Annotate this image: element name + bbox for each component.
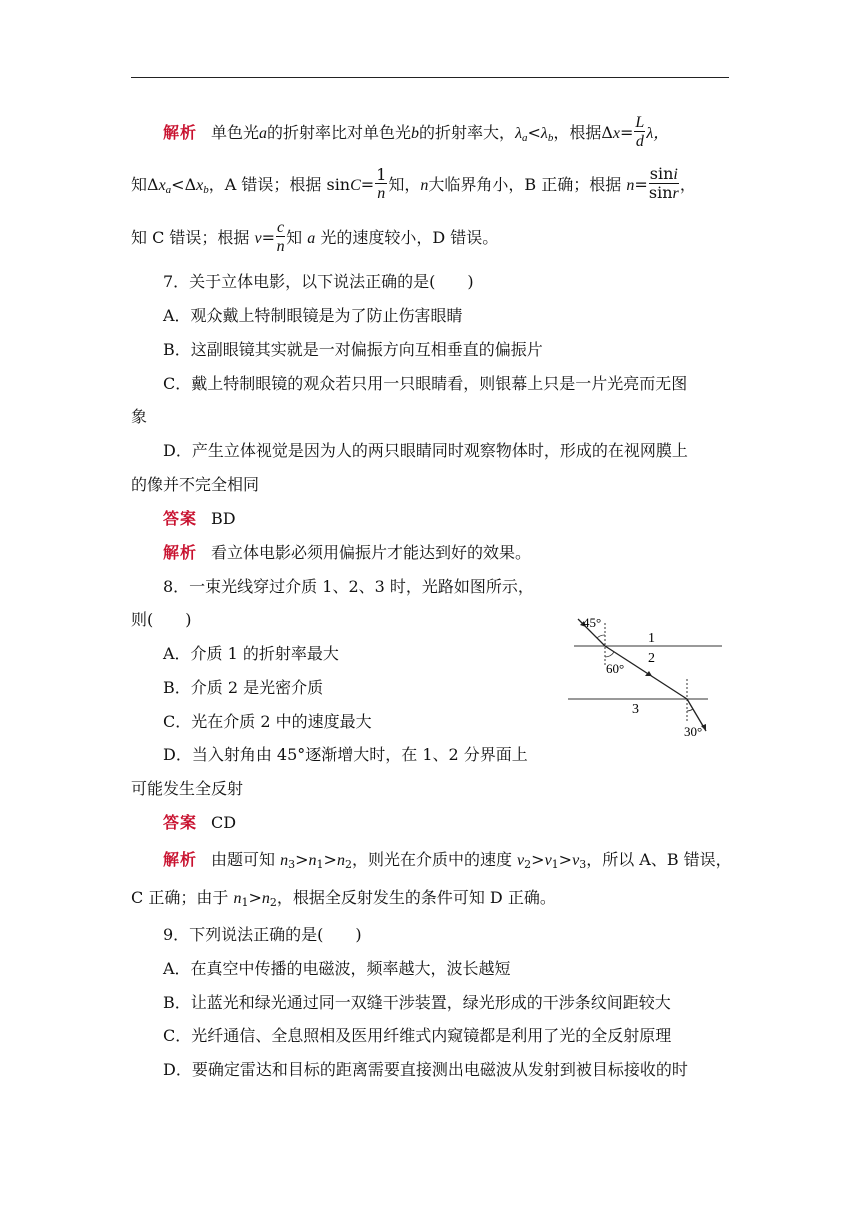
q8-option-d: D．当入射角由 45°逐渐增大时，在 1、2 分界面上: [163, 745, 528, 764]
fraction-c-over-n: $\frac{c}{n}$: [276, 219, 285, 255]
answer-label: 答案: [163, 509, 198, 528]
analysis-label: 解析: [163, 543, 198, 562]
angle-arc-30: [687, 709, 693, 711]
q6-analysis-line-3: 知 C 错误；根据 v= $\frac{c}{n}$ 知 a 光的速度较小，D 错误。: [131, 219, 499, 255]
q8-option-b: B．介质 2 是光密介质: [163, 678, 324, 697]
answer-value: BD: [211, 509, 236, 528]
angle-label-60: 60°: [606, 661, 625, 676]
q7-option-c-cont: 象: [131, 407, 148, 426]
q7-answer: [163, 508, 763, 530]
angle-arc-60: [605, 652, 614, 657]
light-path-diagram: [560, 605, 730, 745]
analysis-label: 解析: [163, 850, 198, 869]
q7-option-d: D．产生立体视觉是因为人的两只眼睛同时观察物体时，形成的在视网膜上: [163, 441, 688, 460]
medium-label-3: 3: [632, 702, 639, 717]
q8-option-a: A．介质 1 的折射率最大: [163, 644, 339, 663]
angle-label-30: 30°: [684, 724, 703, 739]
q8-analysis-cont: C 正确；由于 $n_1>n_2$，根据全反射发生的条件可知 D 正确。: [131, 888, 556, 909]
q8-answer: [163, 812, 763, 834]
q9-option-a: A．在真空中传播的电磁波，频率越大，波长越短: [163, 959, 511, 978]
answer-value: CD: [211, 813, 237, 832]
fraction-sini-over-sinr: $\frac{\sin i}{\sin r}$: [648, 164, 679, 202]
header-rule: [131, 77, 729, 78]
angle-label-45: 45°: [583, 615, 602, 630]
q6-analysis-line-1: 解析 单色光a的折射率比对单色光b的折射率大，$\lambda_a<\lambda_b$，根据Δx= $\frac{L}{d}$ λ，: [163, 114, 670, 150]
q8-option-d-cont: 可能发生全反射: [131, 779, 244, 798]
q7-analysis: 解析 看立体电影必须用偏振片才能达到好的效果。: [163, 543, 532, 562]
q9-option-d: D．要确定雷达和目标的距离需要直接测出电磁波从发射到被目标接收的时: [163, 1060, 688, 1079]
medium-label-1: 1: [648, 631, 655, 646]
q9-option-c: C．光纤通信、全息照相及医用纤维式内窥镜都是利用了光的全反射原理: [163, 1026, 672, 1045]
q7-stem: 7．关于立体电影，以下说法正确的是( ): [163, 272, 474, 291]
medium-label-2: 2: [648, 651, 655, 666]
q8-option-c: C．光在介质 2 中的速度最大: [163, 712, 372, 731]
q8-stem: 8．一束光线穿过介质 1、2、3 时，光路如图所示，: [163, 577, 534, 596]
q7-option-b: B．这副眼镜其实就是一对偏振方向互相垂直的偏振片: [163, 340, 543, 359]
q7-option-d-cont: 的像并不完全相同: [131, 475, 260, 494]
q6-analysis-line-2: 知$\Delta x_a<\Delta x_b$，A 错误；根据 sinC= $\frac{1}{n}$ 知，n大临界角小，B 正确；根据 n= $\frac{\sin i}{\sin r}$ ，: [131, 164, 696, 202]
q8-stem-cont: 则( ): [131, 610, 192, 629]
fraction-1-over-n: $\frac{1}{n}$: [376, 164, 387, 202]
q7-option-c: C．戴上特制眼镜的观众若只用一只眼睛看，则银幕上只是一片光亮而无图: [163, 374, 688, 393]
arrow-icon: [645, 671, 652, 676]
angle-arc-45: [597, 635, 605, 638]
q7-option-a: A．观众戴上特制眼镜是为了防止伤害眼睛: [163, 306, 463, 325]
analysis-label: 解析: [163, 123, 198, 142]
fraction-L-over-d: $\frac{L}{d}$: [635, 114, 645, 150]
q9-option-b: B．让蓝光和绿光通过同一双缝干涉装置，绿光形成的干涉条纹间距较大: [163, 993, 671, 1012]
q8-analysis: 解析 由题可知 $n_3>n_1>n_2$，则光在介质中的速度 $v_2>v_1>v_3$，所以 A、B 错误，: [163, 850, 732, 871]
answer-label: 答案: [163, 813, 198, 832]
q9-stem: 9．下列说法正确的是( ): [163, 925, 362, 944]
